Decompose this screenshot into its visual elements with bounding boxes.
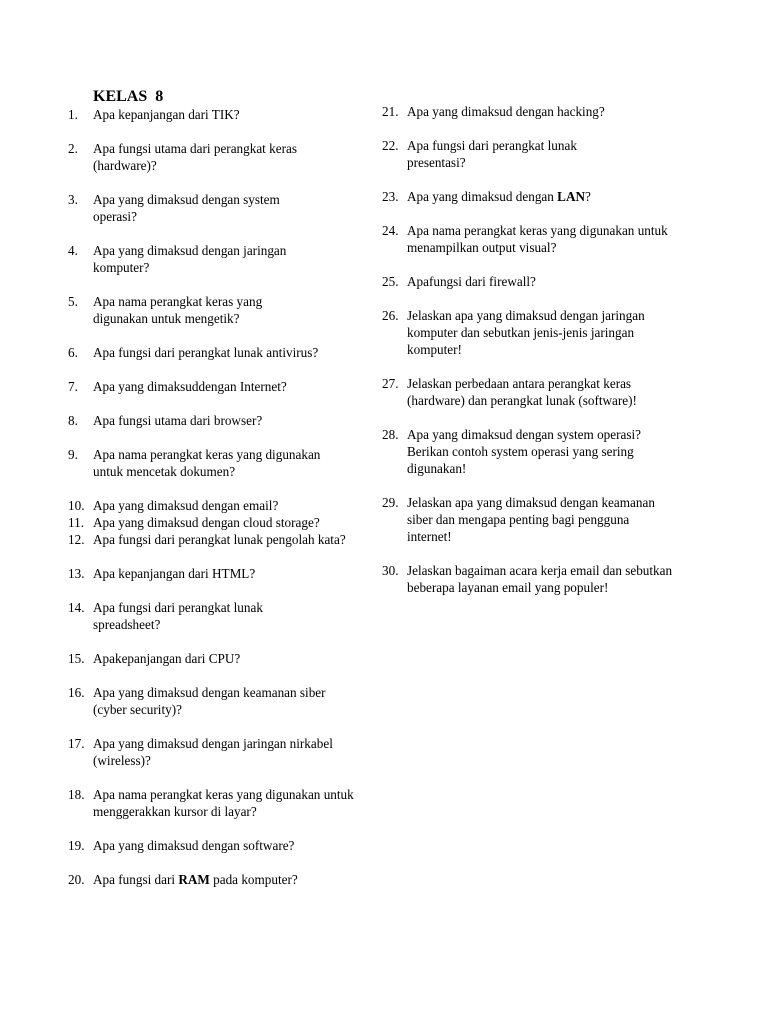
question-number: 1. (68, 107, 78, 122)
question-text-part: ? (585, 189, 591, 204)
question-item (68, 531, 368, 548)
question-text: Apafungsi dari firewall? (407, 274, 536, 289)
question-text: Jelaskan apa yang dimaksud dengan jaringan komputer dan sebutkan jenis-jenis jaringan komputer! (407, 308, 645, 357)
question-text: Jelaskan bagaiman acara kerja email dan sebutkan beberapa layanan email yang populer! (407, 563, 673, 595)
question-number: 2. (68, 141, 78, 156)
question-text: Apa fungsi dari perangkat lunak spreadsheet? (93, 600, 263, 632)
question-text: Jelaskan perbedaan antara perangkat keras (hardware) dan perangkat lunak (software)! (407, 376, 637, 408)
question-item (68, 497, 368, 514)
question-item (68, 242, 368, 276)
question-item (382, 273, 682, 290)
question-number: 16. (68, 685, 85, 700)
question-number: 26. (382, 308, 399, 323)
question-list-right (382, 103, 682, 596)
question-number: 30. (382, 563, 399, 578)
question-text: Apa fungsi dari perangkat lunak pengolah kata? (93, 532, 346, 547)
emphasis-ram: RAM (178, 872, 210, 887)
question-item (68, 293, 368, 327)
question-number: 19. (68, 838, 85, 853)
question-item (68, 786, 368, 820)
question-item (68, 191, 368, 225)
question-number: 24. (382, 223, 399, 238)
question-item (68, 871, 368, 888)
question-number: 29. (382, 495, 399, 510)
question-text: Apa yang dimaksud dengan jaringan komputer? (93, 243, 287, 275)
question-text (407, 188, 677, 205)
question-number: 20. (68, 872, 85, 887)
question-text: Apa yang dimaksud dengan system operasi? Berikan contoh system operasi yang sering digunakan! (407, 427, 642, 476)
question-text: Apa nama perangkat keras yang digunakan untuk menggerakkan kursor di layar? (93, 787, 354, 819)
question-item (68, 140, 368, 174)
question-number: 5. (68, 294, 78, 309)
question-text: Jelaskan apa yang dimaksud dengan keamanan siber dan mengapa penting bagi pengguna internet! (407, 495, 655, 544)
question-text: Apakepanjangan dari CPU? (93, 651, 241, 666)
question-item (382, 426, 682, 477)
page-title: KELAS 8 (93, 88, 164, 105)
question-text: Apa nama perangkat keras yang digunakan untuk mengetik? (93, 294, 263, 326)
question-text: Apa kepanjangan dari TIK? (93, 107, 240, 122)
question-number: 28. (382, 427, 399, 442)
question-text-part: pada komputer? (209, 872, 298, 887)
question-item (68, 735, 368, 769)
question-item (382, 307, 682, 358)
question-text: Apa yang dimaksud dengan keamanan siber (cyber security)? (93, 685, 326, 717)
question-number: 8. (68, 413, 78, 428)
question-text: Apa fungsi dari perangkat lunak presentasi? (407, 138, 577, 170)
question-number: 10. (68, 498, 85, 513)
question-item (68, 684, 368, 718)
question-item (68, 599, 368, 633)
question-item (382, 137, 682, 171)
question-number: 7. (68, 379, 78, 394)
question-item (382, 222, 682, 256)
question-text (93, 871, 363, 888)
emphasis-lan: LAN (557, 189, 585, 204)
question-text: Apa yang dimaksud dengan jaringan nirkabel (wireless)? (93, 736, 333, 768)
question-text: Apa kepanjangan dari HTML? (93, 566, 256, 581)
question-text: Apa fungsi dari perangkat lunak antivirus? (93, 345, 319, 360)
question-text: Apa yang dimaksud dengan software? (93, 838, 295, 853)
question-item (382, 562, 682, 596)
question-number: 3. (68, 192, 78, 207)
question-item (382, 103, 682, 120)
question-item (68, 412, 368, 429)
question-text: Apa fungsi utama dari perangkat keras (hardware)? (93, 141, 297, 173)
question-number: 9. (68, 447, 78, 462)
question-number: 12. (68, 532, 85, 547)
question-number: 13. (68, 566, 85, 581)
question-text: Apa yang dimaksud dengan system operasi? (93, 192, 280, 224)
question-item (68, 650, 368, 667)
question-text-part: Apa fungsi dari (93, 872, 179, 887)
question-item (68, 378, 368, 395)
question-number: 27. (382, 376, 399, 391)
question-number: 18. (68, 787, 85, 802)
question-number: 14. (68, 600, 85, 615)
question-number: 21. (382, 104, 399, 119)
question-text: Apa yang dimaksuddengan Internet? (93, 379, 287, 394)
question-item (68, 106, 368, 123)
question-item (68, 514, 368, 531)
question-item (68, 565, 368, 582)
question-number: 11. (68, 515, 84, 530)
question-number: 22. (382, 138, 399, 153)
question-number: 25. (382, 274, 399, 289)
question-item (382, 188, 682, 205)
question-item (382, 375, 682, 409)
question-item (68, 344, 368, 361)
question-number: 23. (382, 189, 399, 204)
question-item (68, 837, 368, 854)
question-item (68, 446, 368, 480)
question-text: Apa fungsi utama dari browser? (93, 413, 263, 428)
question-list-left (68, 106, 368, 888)
question-number: 17. (68, 736, 85, 751)
question-text: Apa nama perangkat keras yang digunakan untuk mencetak dokumen? (93, 447, 321, 479)
question-text: Apa yang dimaksud dengan email? (93, 498, 279, 513)
question-number: 6. (68, 345, 78, 360)
question-number: 15. (68, 651, 85, 666)
question-text: Apa yang dimaksud dengan hacking? (407, 104, 605, 119)
question-text: Apa yang dimaksud dengan cloud storage? (93, 515, 320, 530)
question-item (382, 494, 682, 545)
question-text: Apa nama perangkat keras yang digunakan untuk menampilkan output visual? (407, 223, 668, 255)
question-text-part: Apa yang dimaksud dengan (407, 189, 558, 204)
question-number: 4. (68, 243, 78, 258)
